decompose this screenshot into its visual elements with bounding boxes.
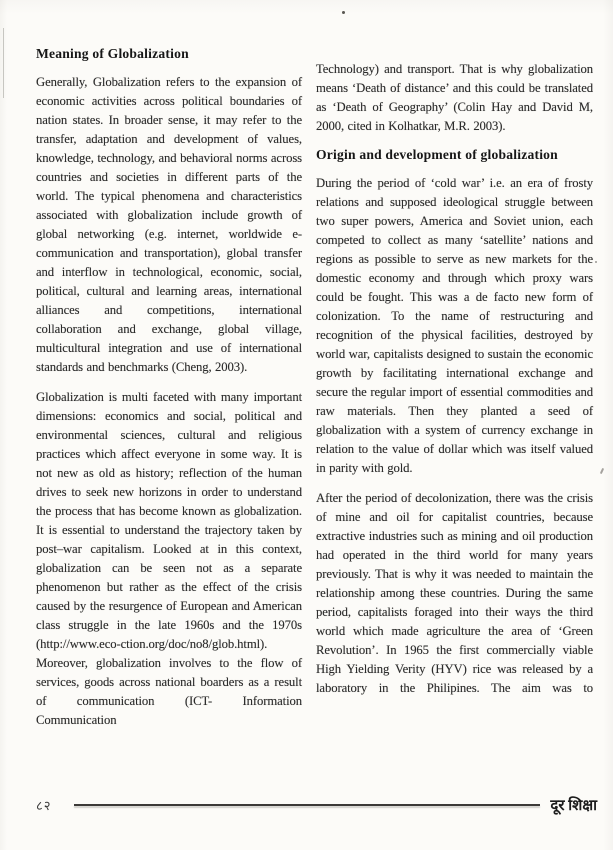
footer-divider-rule bbox=[74, 804, 541, 806]
scan-speck bbox=[595, 261, 597, 263]
paragraph-continuation-technology-transport: Technology) and transport. That is why globalization means ‘Death of distance’ and this could be translated as ‘Death of Geography’ (Colin Hay and David M, 2000, cited in Kolhatkar, M.R. 2003). bbox=[316, 62, 593, 133]
scan-edge-artifact bbox=[3, 28, 4, 98]
paragraph-decolonization: After the period of decolonization, there was the crisis of mine and oil for capitalist countries, because extractive industries such as mining and oil production had operated in the third world for many years previously. That is why it was needed to maintain the relationship among these countries. During the same period, capitalists foraged into their ways the third world which made agriculture the area of ‘Green Revolution’. In 1965 the first commercially viable High Yielding Verity (HYV) rice was released by a laboratory in the Philipines. The aim was to bbox=[316, 491, 593, 695]
section-heading-origin-development: Origin and development of globalization bbox=[316, 147, 558, 162]
page-footer bbox=[36, 795, 597, 815]
page-number: ८२ bbox=[36, 798, 52, 813]
paragraph-globalization-definition: Generally, Globalization refers to the expansion of economic activities across political boundaries of nation states. In broader sense, it may refer to the transfer, adaptation and development of values, knowledge, technology, and behavioral norms across countries and societies in different parts of the world. The typical phenomena and characteristics associated with globalization include growth of global networking (e.g. internet, worldwide e-communication and transportation), global transfer and interflow in technological, economic, social, political, cultural and learning areas, international alliances and competitions, international collaboration and exchange, global village, multicultural integration and use of international standards and benchmarks (Cheng, 2003). bbox=[36, 75, 302, 374]
right-column bbox=[316, 46, 593, 741]
left-column bbox=[36, 46, 302, 741]
journal-title: दूर शिक्षा bbox=[550, 798, 597, 814]
paragraph-cold-war: During the period of ‘cold war’ i.e. an era of frosty relations and supposed ideological struggle between two super powers, America and Soviet union, each competed to collect as many ‘satellite’ nations and regions as possible to serve as new markets for the domestic economy and through which proxy wars could be fought. This was a de facto new form of colonization. To the name of restructuring and recognition of the physical facilities, destroyed by world war, capitalists designed to sustain the economic growth by facilitating international exchange and secure the regular import of essential commodities and raw materials. Then they planted a seed of globalization with a system of currency exchange in relation to the value of dollar which was itself valued in parity with gold. bbox=[316, 176, 593, 475]
paragraph-globalization-dimensions: Globalization is multi faceted with many important dimensions: economics and social, political and environmental sciences, cultural and religious practices which affect everyone in some way. It is not new as old as history; reflection of the human drives to seek new horizons in order to understand the process that has become known as globalization. It is essential to understand the trajectory taken by post–war capitalism. Looked at in this context, globalization can be seen not as a separate phenomenon but rather as the effect of the crisis caused by the resurgence of European and American class struggle in the late 1960s and the 1970s (http://www.eco-ction.org/doc/no8/glob.html). Moreover, globalization involves to the flow of services, goods across national boarders as a result of communication (ICT- Information Communication bbox=[36, 390, 302, 727]
section-heading-meaning-of-globalization: Meaning of Globalization bbox=[36, 46, 189, 61]
scan-speck bbox=[342, 11, 345, 14]
